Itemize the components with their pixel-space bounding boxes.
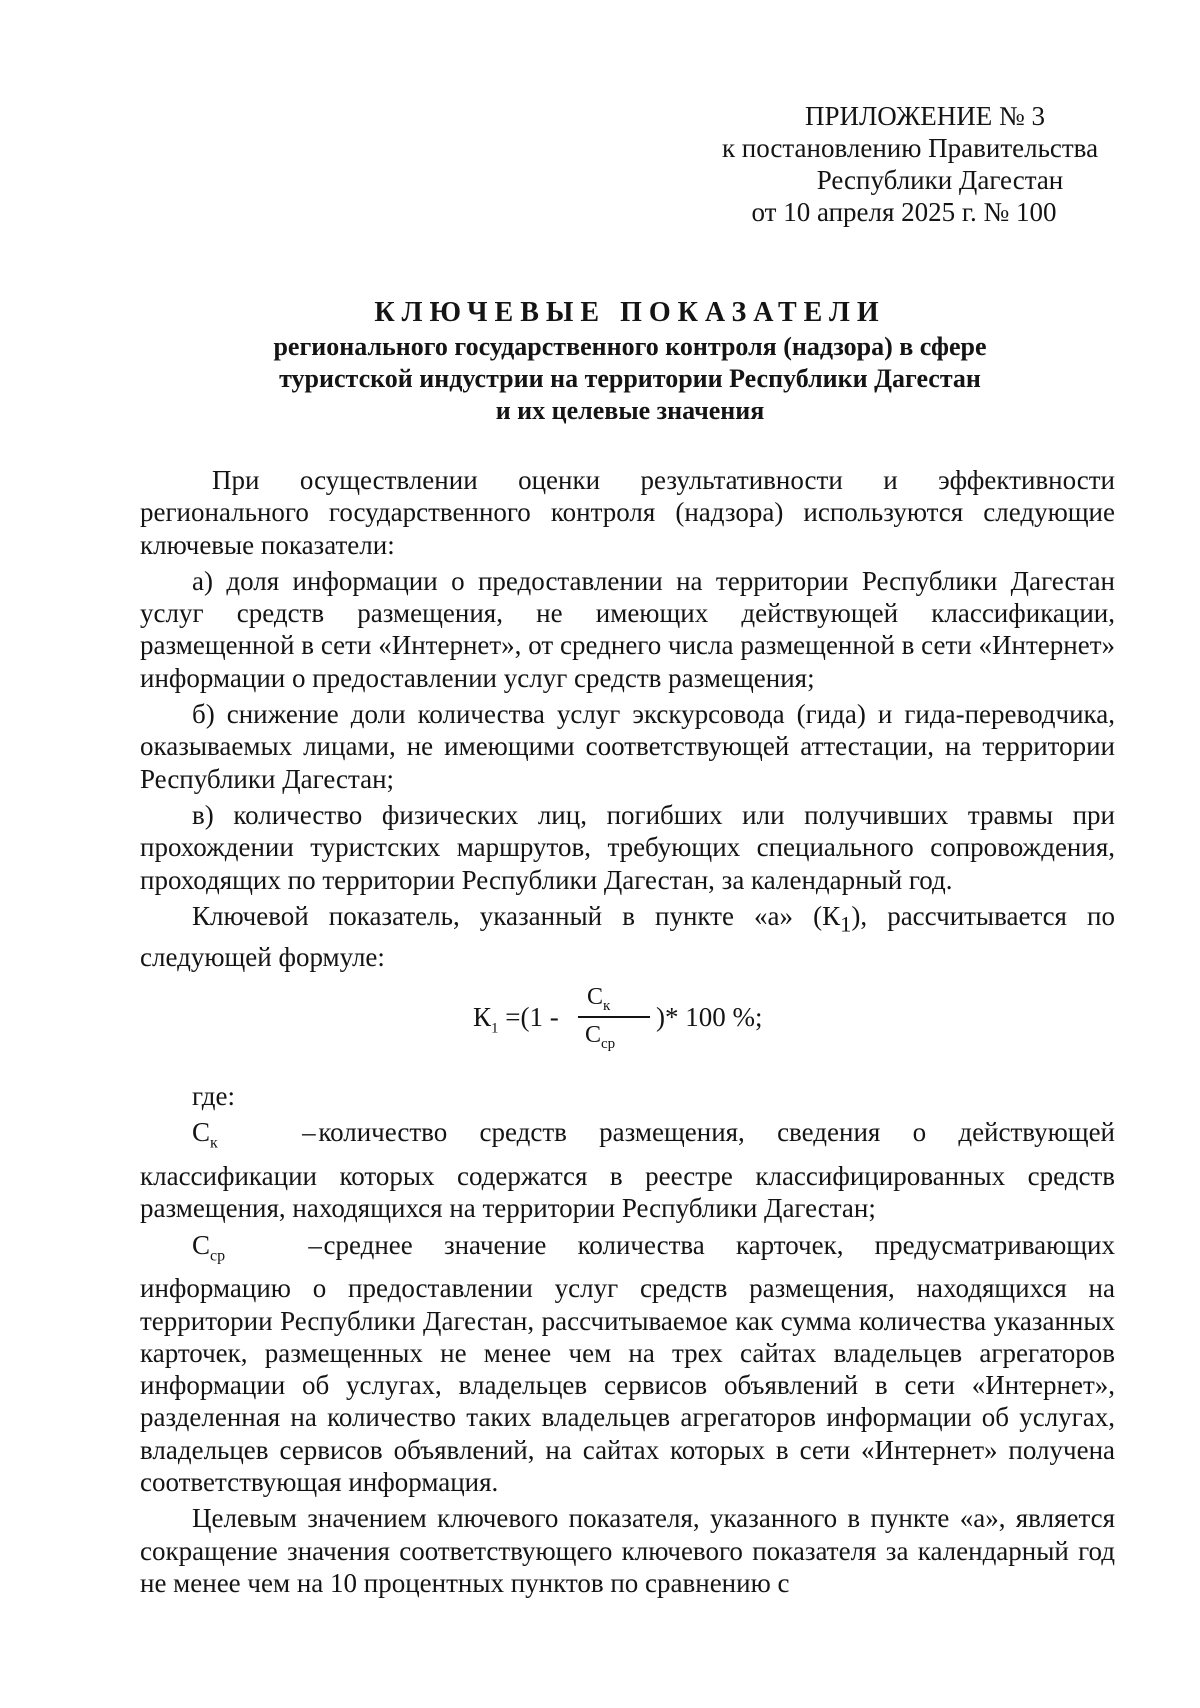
ccp-text: среднее значение количества карточек, предусматривающих информацию о предоставлении услуг средств размещения, находящихся на территории Республики Дагестан, рассчитываемое как сумма количества указанных карточек, размещенных не менее чем на трех сайтах владельцев агрегаторов информации об услугах, владельцев сервисов объявлений в сети «Интернет», разделенная на количество таких владельцев агрегаторов информации об услугах, владельцев сервисов объявлений, на сайтах которых в сети «Интернет» получена соответствующая информация. <box>140 1229 1116 1498</box>
ccp-subscript: ср <box>210 1246 226 1264</box>
definition-ck <box>140 1116 1115 1224</box>
formula-lhs <box>473 1002 559 1037</box>
ck-text: количество средств размещения, сведения о действующей классификации которых содержатся в реестре классифицированных средств размещения, находящихся на территории Республики Дагестан; <box>140 1117 1116 1224</box>
annex-number: ПРИЛОЖЕНИЕ № 3 <box>804 101 1046 131</box>
title-main: КЛЮЧЕВЫЕ ПОКАЗАТЕЛИ <box>374 297 886 328</box>
target-paragraph: Целевым значением ключевого показателя, указанного в пункте «а», является сокращение значения соответствующего ключевого показателя за календарный год не менее чем на 10 процентных пунктов по сравнению с <box>140 1503 1115 1598</box>
formula-denominator <box>585 1022 615 1053</box>
formula <box>0 982 1200 1058</box>
formula-intro-subscript: 1 <box>840 911 852 937</box>
fraction-bar <box>578 1016 650 1018</box>
title-line-4: и их целевые значения <box>495 396 765 425</box>
denominator-subscript: ср <box>601 1035 616 1052</box>
formula-suffix: )* 100 %; <box>656 1002 763 1032</box>
formula-prefix: =(1 - <box>498 1002 559 1032</box>
formula-intro-paragraph <box>140 900 1115 973</box>
title-line-3: туристской индустрии на территории Республики Дагестан <box>279 364 981 393</box>
numerator-subscript: к <box>603 997 611 1014</box>
ck-symbol: С <box>192 1117 211 1148</box>
annex-date: от 10 апреля 2025 г. № 100 <box>751 197 1057 227</box>
annex-resolution: к постановлению Правительства <box>721 133 1099 163</box>
formula-k-subscript: 1 <box>491 1020 499 1037</box>
formula-intro-text-end: ), рассчитывается по следующей формуле: <box>140 900 1116 972</box>
ck-subscript: к <box>210 1134 218 1152</box>
where-label: где: <box>192 1081 235 1111</box>
intro-paragraph: При осуществлении оценки результативности и эффективности регионального государственного контроля (надзора) используются следующие ключевые показатели: <box>140 465 1115 560</box>
formula-intro-text: Ключевой показатель, указанный в пункте «а» (К <box>192 900 841 931</box>
ccp-dash: – <box>308 1229 322 1260</box>
ccp-symbol: С <box>192 1229 211 1260</box>
document-title <box>140 295 1120 427</box>
ck-dash: – <box>302 1117 316 1148</box>
formula-numerator <box>587 984 610 1015</box>
numerator-symbol: С <box>587 984 604 1010</box>
title-line-2: регионального государственного контроля (надзора) в сфере <box>273 332 987 361</box>
denominator-symbol: С <box>585 1022 602 1048</box>
definition-ccp <box>140 1229 1115 1499</box>
item-b-paragraph: б) снижение доли количества услуг экскурсовода (гида) и гида-переводчика, оказываемых лицами, не имеющими соответствующей аттестации, на территории Республики Дагестан; <box>140 699 1115 794</box>
annex-republic: Республики Дагестан <box>816 165 1064 195</box>
definitions <box>140 1080 1115 1603</box>
item-c-paragraph: в) количество физических лиц, погибших или получивших травмы при прохождении туристских маршрутов, требующих специального сопровождения, проходящих по территории Республики Дагестан, за календарный год. <box>140 799 1115 895</box>
annex-header <box>700 100 1120 228</box>
document-body <box>140 464 1115 977</box>
item-a-paragraph: а) доля информации о предоставлении на территории Республики Дагестан услуг средств размещения, не имеющих действующей классификации, размещенной в сети «Интернет», от среднего числа размещенной в сети «Интернет» информации о предоставлении услуг средств размещения; <box>140 565 1115 693</box>
formula-k: К <box>473 1002 492 1032</box>
